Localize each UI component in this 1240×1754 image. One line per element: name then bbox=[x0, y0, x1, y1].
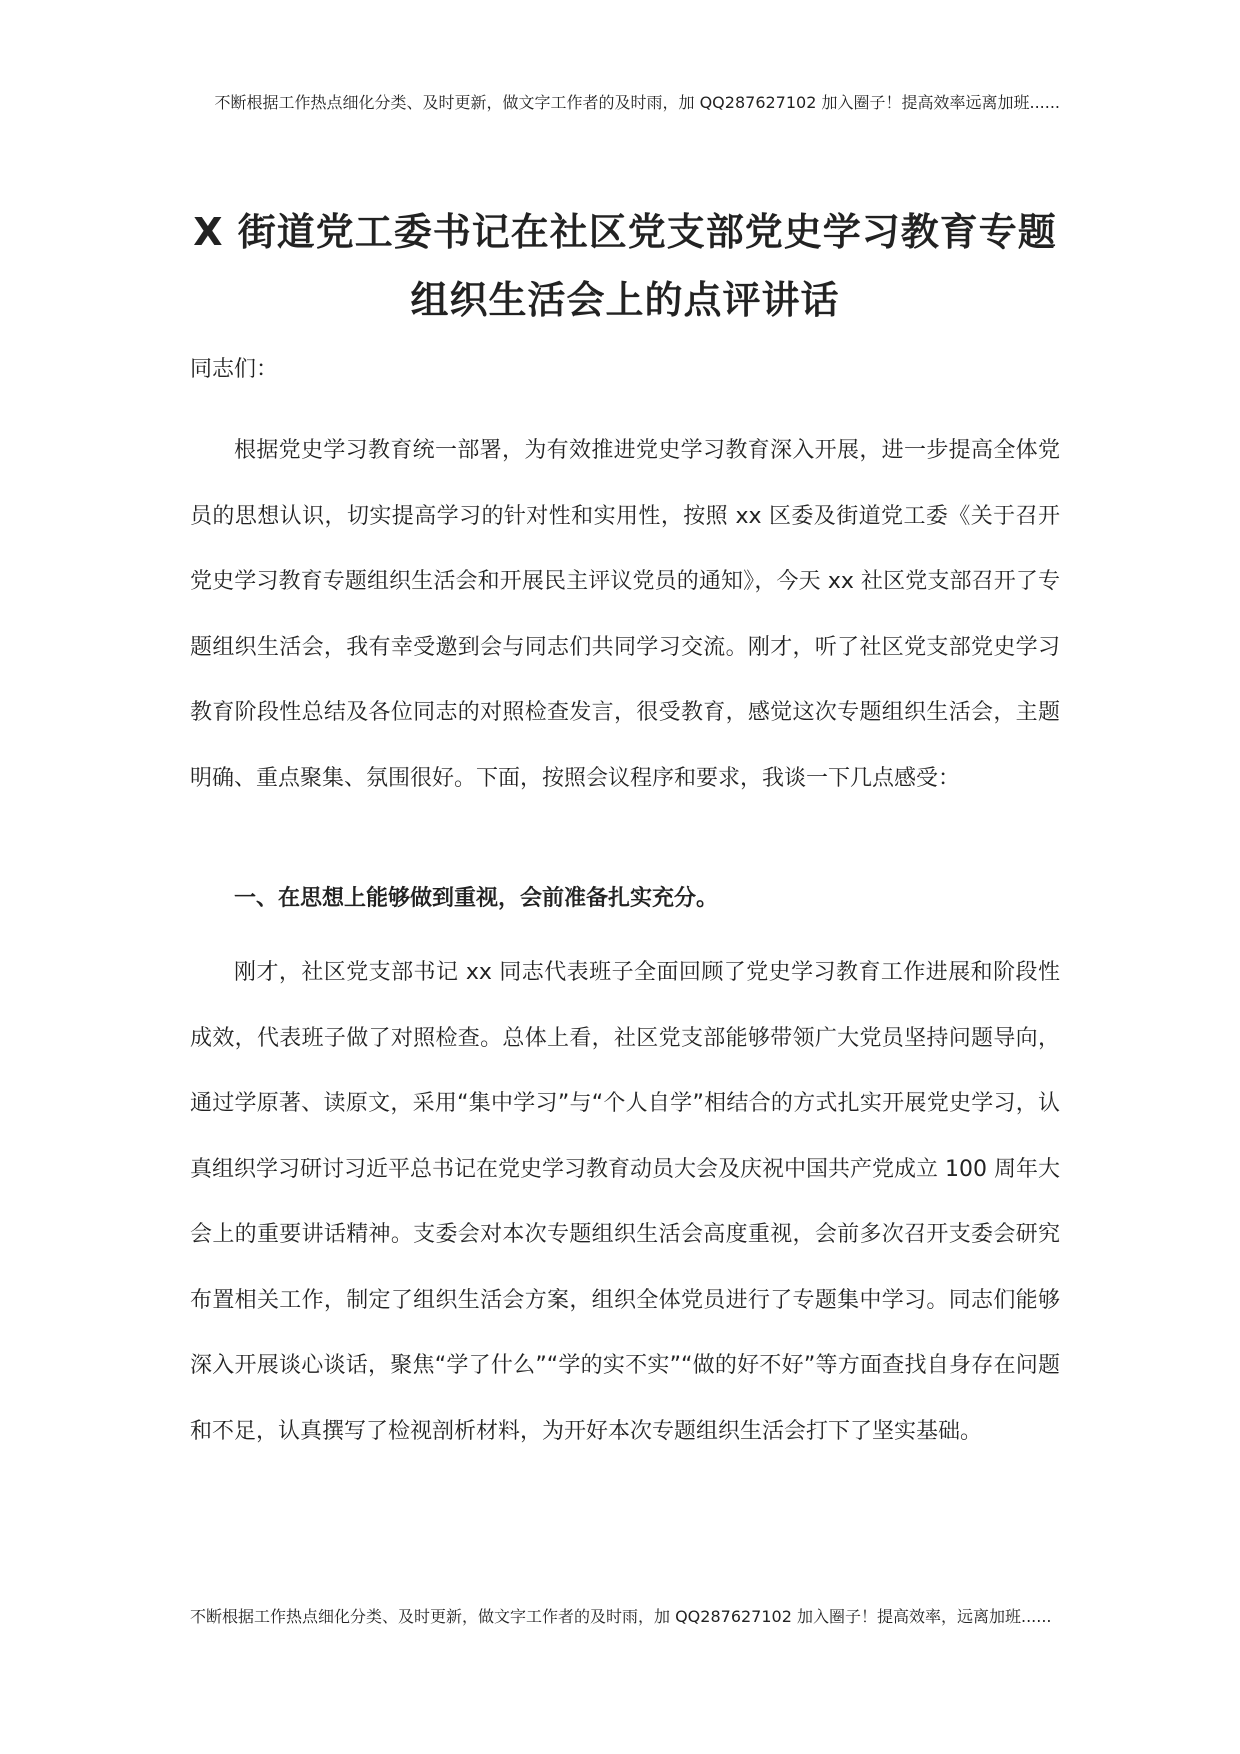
paragraph-intro: 根据党史学习教育统一部署，为有效推进党史学习教育深入开展，进一步提高全体党员的思想认识，切实提高学习的针对性和实用性，按照 xx 区委及街道党工委《关于召开党史学习教育专题组织生活会和开展民主评议党员的通知》，今天 xx 社区党支部召开了专题组织生活会，我有幸受邀到会与同志们共同学习交流。刚才，听了社区党支部党史学习教育阶段性总结及各位同志的对照检查发言，很受教育，感觉这次专题组织生活会，主题明确、重点聚集、氛围很好。下面，按照会议程序和要求，我谈一下几点感受： bbox=[190, 438, 1060, 791]
document-title: X 街道党工委书记在社区党支部党史学习教育专题组织生活会上的点评讲话 bbox=[193, 210, 1057, 322]
footer-note: 不断根据工作热点细化分类、及时更新，做文字工作者的及时雨，加 QQ287627102 加入圈子！提高效率，远离加班...... bbox=[190, 1607, 1052, 1626]
header-note: 不断根据工作热点细化分类、及时更新，做文字工作者的及时雨，加 QQ287627102 加入圈子！提高效率远离加班...... bbox=[214, 93, 1060, 112]
salutation: 同志们： bbox=[190, 357, 279, 382]
paragraph-section-1: 刚才，社区党支部书记 xx 同志代表班子全面回顾了党史学习教育工作进展和阶段性成效，代表班子做了对照检查。总体上看，社区党支部能够带领广大党员坚持问题导向，通过学原著、读原文，采用“集中学习”与“个人自学”相结合的方式扎实开展党史学习，认真组织学习研讨习近平总书记在党史学习教育动员大会及庆祝中国共产党成立 100 周年大会上的重要讲话精神。支委会对本次专题组织生活会高度重视，会前多次召开支委会研究布置相关工作，制定了组织生活会方案，组织全体党员进行了专题集中学习。同志们能够深入开展谈心谈话，聚焦“学了什么”“学的实不实”“做的好不好”等方面查找自身存在问题和不足，认真撰写了检视剖析材料，为开好本次专题组织生活会打下了坚实基础。 bbox=[190, 960, 1060, 1444]
section-heading-1: 一、在思想上能够做到重视，会前准备扎实充分。 bbox=[234, 886, 719, 911]
